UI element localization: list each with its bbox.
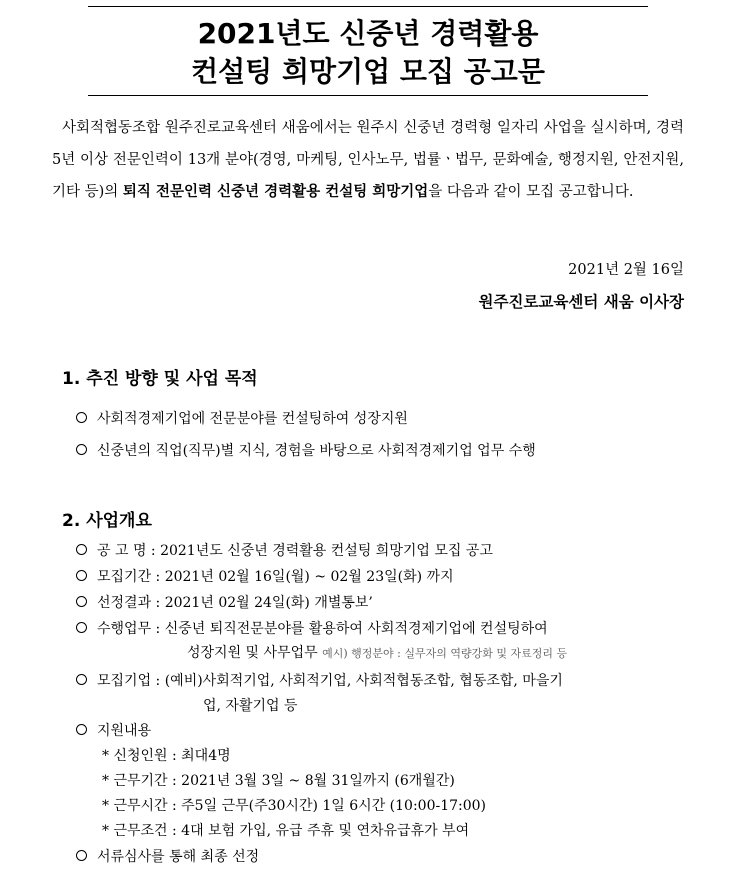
title-box xyxy=(88,6,648,96)
section-1-title: 1. 추진 방향 및 사업 목적 xyxy=(62,369,258,389)
section-2-item: 모집기업 : (예비)사회적기업, 사회적기업, 사회적협동조합, 협동조합, 마을기 xyxy=(76,670,563,692)
section-2-item: 공 고 명 : 2021년도 신중년 경력활용 컨설팅 희망기업 모집 공고 xyxy=(76,540,493,562)
support-detail: * 근무조건 : 4대 보험 가입, 유급 주휴 및 연차유급휴가 부여 xyxy=(102,823,470,839)
circle-bullet-icon xyxy=(76,622,87,633)
duty-example: 예시) 행정분야 : 실무자의 역량강화 및 자료정리 등 xyxy=(322,647,568,660)
title-line-2: 컨설팅 희망기업 모집 공고문 xyxy=(191,55,545,88)
circle-bullet-icon xyxy=(76,570,87,581)
support-detail: * 신청인원 : 최대4명 xyxy=(102,748,231,764)
section-2-item: 선정결과 : 2021년 02월 24일(화) 개별통보’ xyxy=(76,592,373,614)
title-line-1: 2021년도 신중년 경력활용 xyxy=(197,17,539,50)
support-detail: * 근무시간 : 주5일 근무(주30시간) 1일 6시간 (10:00-17:00) xyxy=(102,798,487,814)
circle-bullet-icon xyxy=(76,544,87,555)
section-2-title: 2. 사업개요 xyxy=(62,511,152,531)
organization-signature: 원주진로교육센터 새움 이사장 xyxy=(478,292,684,311)
duty-continuation: 성장지원 및 사무업무 예시) 행정분야 : 실무자의 역량강화 및 자료정리 등 xyxy=(187,645,568,661)
circle-bullet-icon xyxy=(76,850,87,861)
announcement-date: 2021년 2월 16일 xyxy=(568,262,684,278)
section-1-item: 사회적경제기업에 전문분야를 컨설팅하여 성장지원 xyxy=(76,408,408,430)
circle-bullet-icon xyxy=(76,724,87,735)
circle-bullet-icon xyxy=(76,444,87,455)
intro-text: 사회적협동조합 원주진로교육센터 새움에서는 원주시 신중년 경력형 일자리 사업을 실시하며, 경력 5년 이상 전문인력이 13개 분야(경영, 마케팅, 인사노무, 법률ㆍ법무, 문화예술, 행정지원, 안전지원, 기타 등)의 xyxy=(52,120,684,200)
section-1-item: 신중년의 직업(직무)별 지식, 경험을 바탕으로 사회적경제기업 업무 수행 xyxy=(76,440,536,462)
section-2-item: 모집기간 : 2021년 02월 16일(월) ~ 02월 23일(화) 까지 xyxy=(76,566,454,588)
circle-bullet-icon xyxy=(76,412,87,423)
company-continuation: 업, 자활기업 등 xyxy=(203,698,298,714)
section-2-item: 수행업무 : 신중년 퇴직전문분야를 활용하여 사회적경제기업에 컨설팅하여 xyxy=(76,618,548,640)
section-2-item: 지원내용 xyxy=(76,720,151,742)
circle-bullet-icon xyxy=(76,596,87,607)
circle-bullet-icon xyxy=(76,674,87,685)
intro-bold-text: 퇴직 전문인력 신중년 경력활용 컨설팅 희망기업 xyxy=(122,183,429,200)
support-detail: * 근무기간 : 2021년 3월 3일 ~ 8월 31일까지 (6개월간) xyxy=(102,773,455,789)
section-2-item: 서류심사를 통해 최종 선정 xyxy=(76,846,259,868)
intro-paragraph xyxy=(52,112,684,208)
intro-text-end: 을 다음과 같이 모집 공고합니다. xyxy=(428,184,634,200)
